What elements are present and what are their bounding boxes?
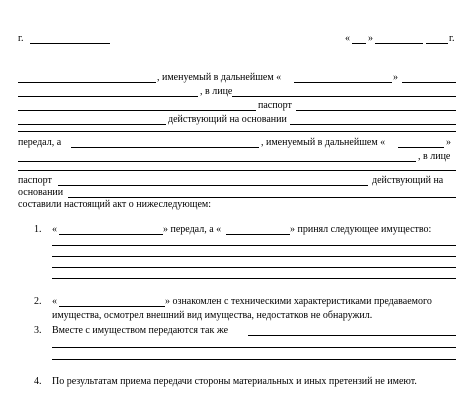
party1-tail-blank[interactable] (402, 82, 456, 83)
party2-basis-blank[interactable] (68, 197, 456, 198)
clause4-number: 4. (34, 376, 42, 387)
clause1-property-line-4[interactable] (52, 278, 456, 279)
clause2-receiver-blank[interactable] (59, 306, 165, 307)
clause1-property-line-1[interactable] (52, 245, 456, 246)
date-close-quote: » (368, 33, 373, 44)
party2-short-name-blank[interactable] (398, 147, 444, 148)
city-blank[interactable] (30, 43, 110, 44)
party1-person-blank-2[interactable] (18, 110, 256, 111)
party2-passport-blank[interactable] (58, 185, 368, 186)
composed-text: составили настоящий акт о нижеследующем: (18, 199, 211, 210)
city-prefix: г. (18, 33, 24, 44)
day-blank[interactable] (352, 43, 366, 44)
party2-name-blank[interactable] (71, 147, 259, 148)
clause2-number: 2. (34, 296, 42, 307)
party1-passport-blank-2[interactable] (18, 124, 166, 125)
date-open-quote: « (345, 33, 350, 44)
clause2-open-quote: « (52, 296, 57, 307)
party1-name-blank[interactable] (18, 82, 156, 83)
clause3-items-line-2[interactable] (52, 347, 456, 348)
party2-quote-close: » (446, 137, 451, 148)
year-blank[interactable] (426, 43, 448, 44)
clause1-property-line-3[interactable] (52, 267, 456, 268)
clause1-receiver-blank[interactable] (226, 234, 290, 235)
party2-in-person: , в лице (418, 151, 451, 162)
clause1-property-line-2[interactable] (52, 256, 456, 257)
clause1-open-quote: « (52, 224, 57, 235)
party2-acting-basis: действующий на (372, 175, 444, 186)
party1-representative-blank[interactable] (18, 96, 198, 97)
clause3-items-line-3[interactable] (52, 359, 456, 360)
party1-quote-close: » (393, 72, 398, 83)
month-blank[interactable] (375, 43, 423, 44)
clause1-mid-text: » передал, а « (163, 224, 222, 235)
party2-passport: паспорт (18, 175, 52, 186)
party2-representative-blank[interactable] (18, 161, 416, 162)
party2-named-text: , именуемый в дальнейшем « (261, 137, 386, 148)
party1-basis-blank[interactable] (290, 124, 456, 125)
clause2-line2: имущества, осмотрел внешний вид имущества, недостатков не обнаружил. (52, 310, 373, 321)
party1-named-text: , именуемый в дальнейшем « (157, 72, 282, 83)
clause1-transferor-blank[interactable] (59, 234, 163, 235)
clause3-items-blank[interactable] (248, 335, 456, 336)
party1-basis-blank-2[interactable] (18, 131, 456, 132)
clause1-end-text: » принял следующее имущество: (290, 224, 432, 235)
party1-passport: паспорт (258, 100, 292, 111)
clause1-number: 1. (34, 224, 42, 235)
clause4-text: По результатам приема передачи стороны материальных и иных претензий не имеют. (52, 376, 417, 387)
party2-person-blank[interactable] (18, 170, 456, 171)
clause3-text: Вместе с имуществом передаются так же (52, 325, 229, 336)
party1-passport-blank[interactable] (296, 110, 456, 111)
party2-basis-word: основании (18, 187, 64, 198)
clause3-number: 3. (34, 325, 42, 336)
party1-person-blank[interactable] (232, 96, 456, 97)
year-suffix: г. (449, 33, 455, 44)
party1-in-person: , в лице (200, 86, 233, 97)
party1-short-name-blank[interactable] (294, 82, 392, 83)
clause2-line1: » ознакомлен с техническими характеристиками предаваемого (165, 296, 432, 307)
transferred-a: передал, а (18, 137, 62, 148)
party1-acting-basis: действующий на основании (168, 114, 287, 125)
